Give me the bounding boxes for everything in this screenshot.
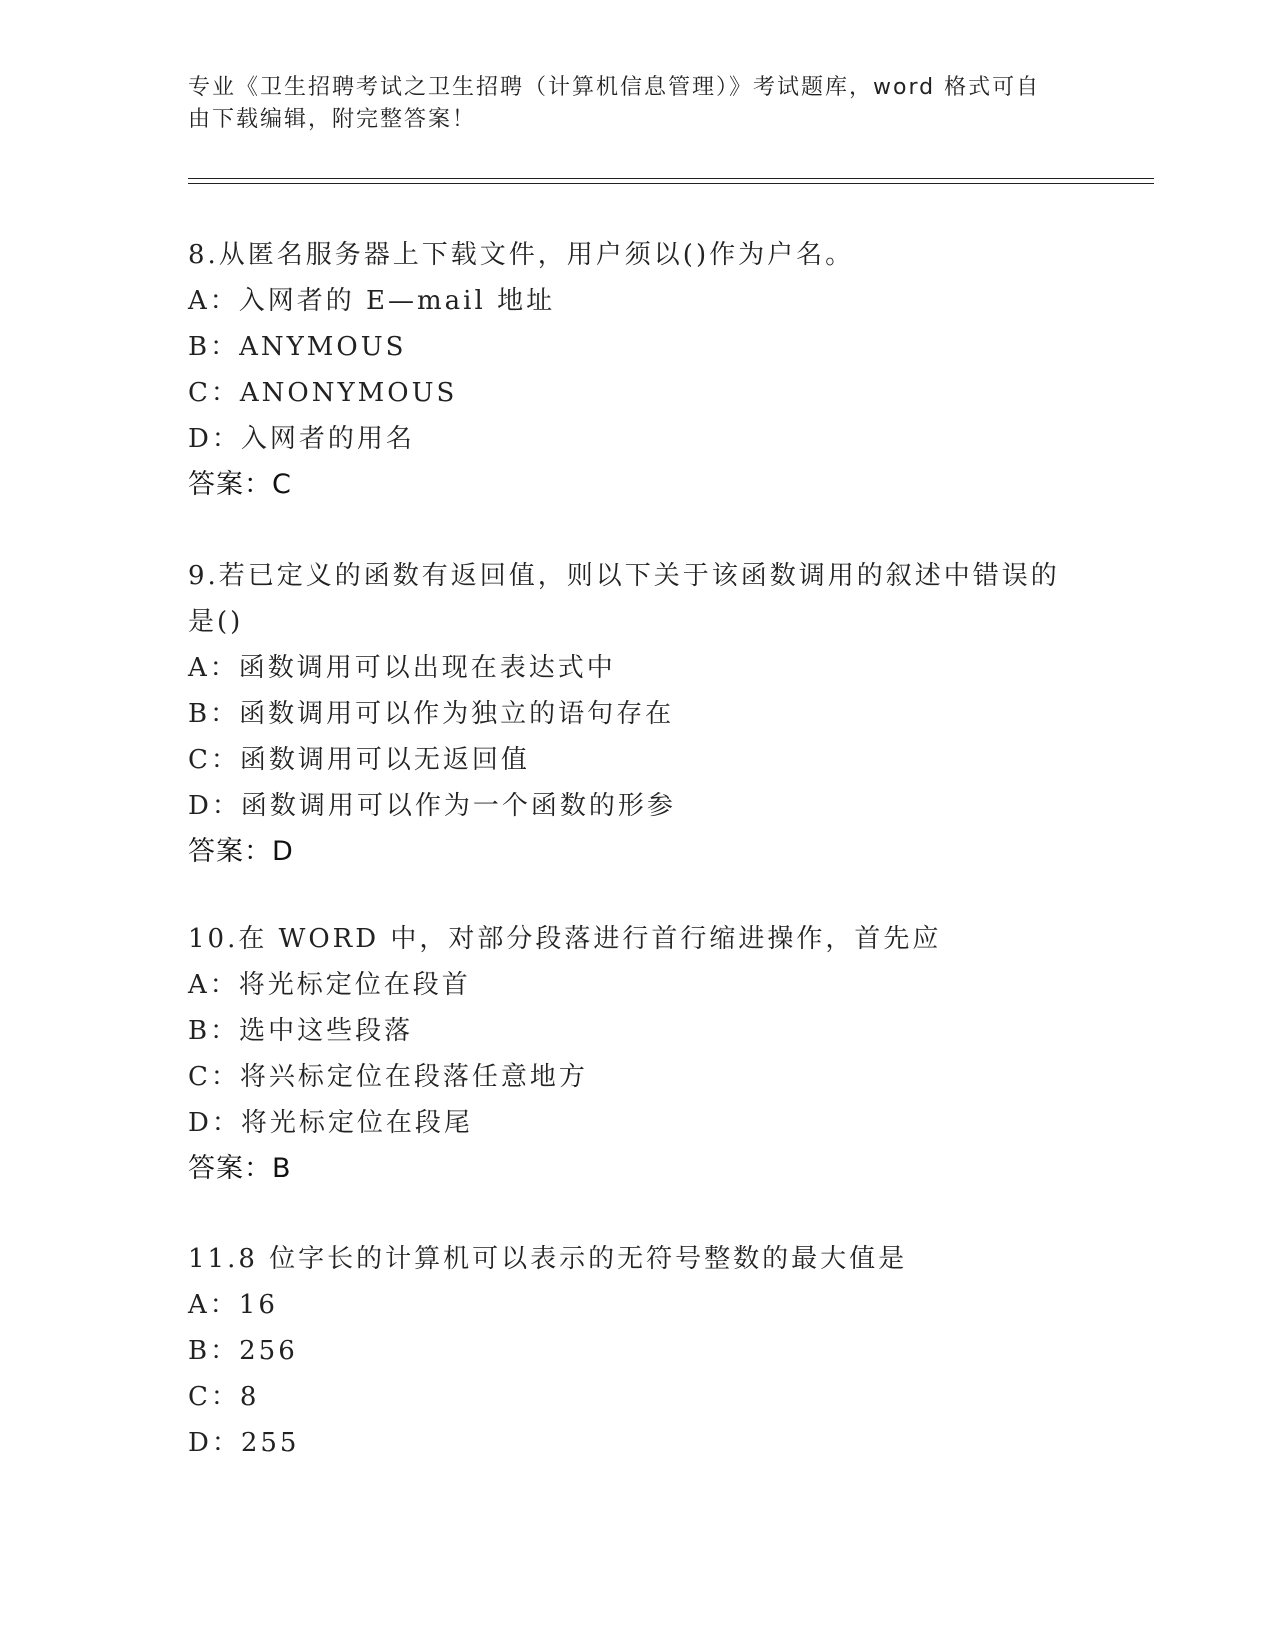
option-c: C：函数调用可以无返回值 (188, 745, 530, 775)
question-stem: 9.若已定义的函数有返回值，则以下关于该函数调用的叙述中错误的 (188, 561, 1060, 591)
option-c: C：ANONYMOUS (188, 378, 458, 408)
question-stem: 10.在 WORD 中，对部分段落进行首行缩进操作，首先应 (188, 924, 942, 954)
question-10 (188, 916, 1088, 1192)
question-stem-continued: 是() (188, 607, 244, 637)
option-a: A：入网者的 E—mail 地址 (188, 286, 556, 316)
header-line-2: 由下载编辑，附完整答案！ (188, 107, 477, 132)
question-11 (188, 1236, 1088, 1466)
option-b: B：256 (188, 1336, 298, 1366)
option-a: A：将光标定位在段首 (188, 970, 471, 1000)
option-d: D：入网者的用名 (188, 424, 415, 454)
answer-label: 答案：C (188, 469, 292, 500)
option-a: A：函数调用可以出现在表达式中 (188, 653, 616, 683)
header-rule-top (188, 178, 1154, 179)
option-b: B：函数调用可以作为独立的语句存在 (188, 699, 675, 729)
question-stem: 11.8 位字长的计算机可以表示的无符号整数的最大值是 (188, 1244, 908, 1274)
option-d: D：函数调用可以作为一个函数的形参 (188, 791, 676, 821)
document-header (188, 72, 1088, 136)
answer-label: 答案：D (188, 836, 294, 867)
question-9 (188, 553, 1088, 875)
question-8 (188, 232, 1088, 508)
option-d: D：将光标定位在段尾 (188, 1108, 473, 1138)
question-stem: 8.从匿名服务器上下载文件，用户须以()作为户名。 (188, 240, 855, 270)
option-b: B：ANYMOUS (188, 332, 407, 362)
option-d: D：255 (188, 1428, 300, 1458)
answer-label: 答案：B (188, 1153, 292, 1184)
option-c: C：8 (188, 1382, 260, 1412)
option-a: A：16 (188, 1290, 278, 1320)
header-rule-bottom (188, 183, 1154, 184)
option-b: B：选中这些段落 (188, 1016, 414, 1046)
header-line-1: 专业《卫生招聘考试之卫生招聘（计算机信息管理）》考试题库，word 格式可自 (188, 75, 1041, 100)
option-c: C：将兴标定位在段落任意地方 (188, 1062, 588, 1092)
